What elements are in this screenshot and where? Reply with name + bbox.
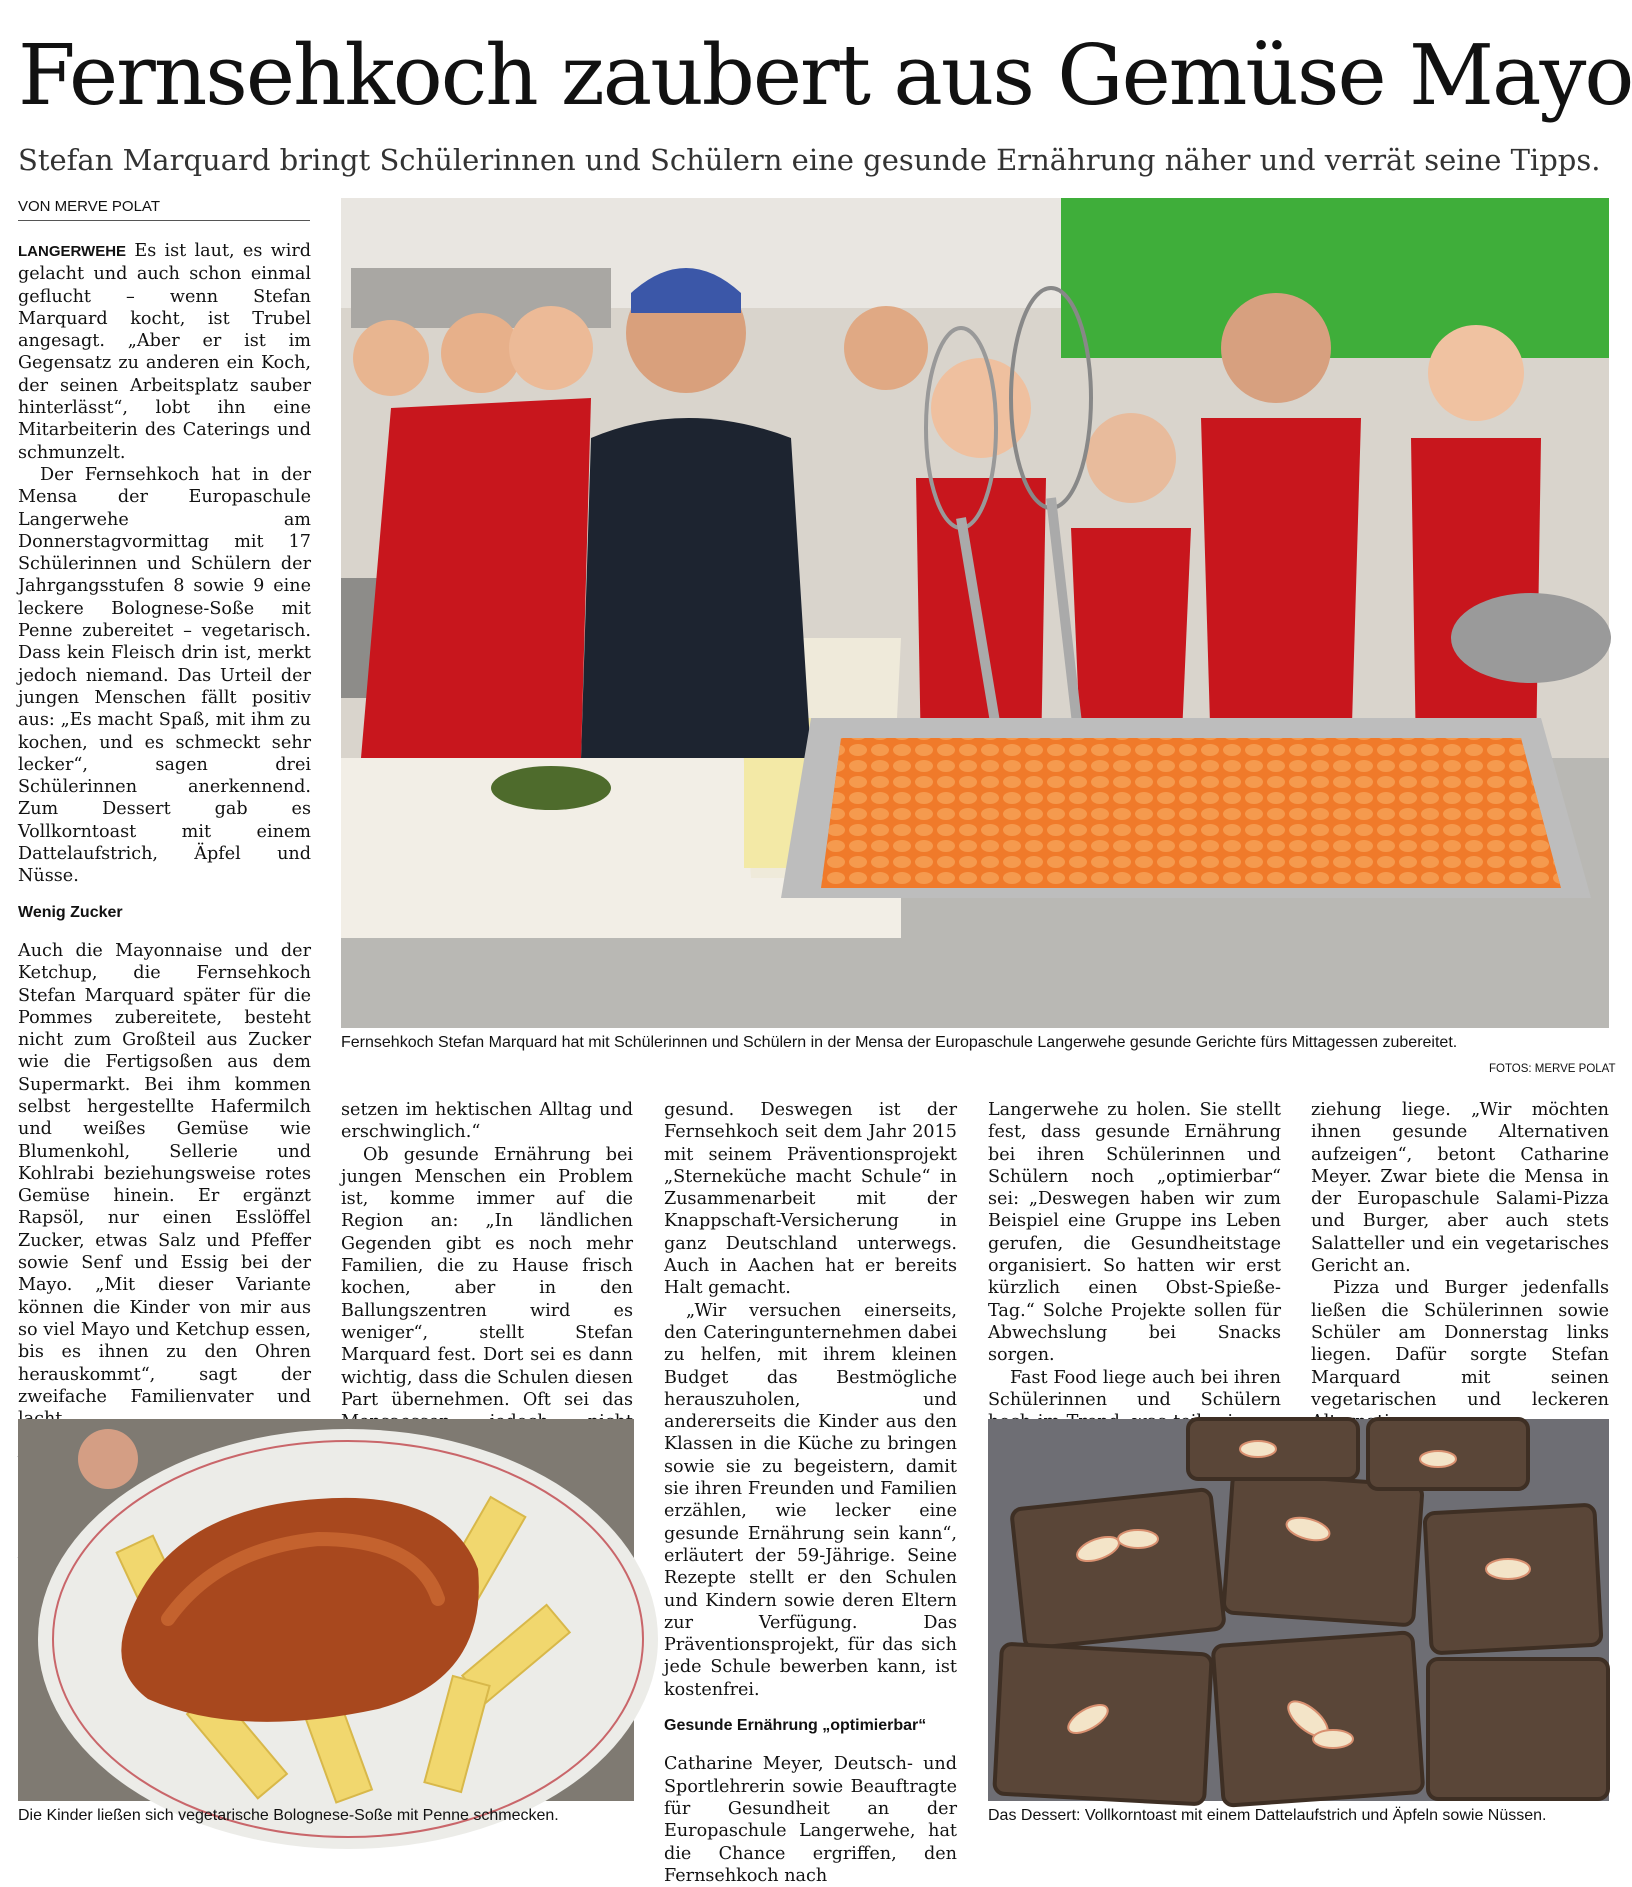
paragraph: Der Fernsehkoch hat in der Mensa der Europaschule Langerwehe am Donnerstagvormittag mit 17 Schülerinnen und Schülern der Jahrgangsstufen 8 sowie 9 eine leckere Bolognese-Soße mit Penne zubereitet – vegetarisch. Dass kein Fleisch drin ist, merkt jedoch niemand. Das Urteil der jungen Menschen fällt positiv aus: „Es macht Spaß, mit ihm zu kochen, und es schmeckt sehr lecker“, sagen drei Schülerinnen anerkennend. Zum Dessert gab es Vollkorntoast mit einem Dattelaufstrich, Äpfel und Nüsse. <box>18 464 311 887</box>
main-photo-caption: Fernsehkoch Stefan Marquard hat mit Schülerinnen und Schülern in der Mensa der Europaschule Langerwehe gesunde Gerichte fürs Mittagessen zubereitet. <box>341 1034 1458 1051</box>
article-column-3 <box>664 1099 957 1886</box>
dessert-photo <box>988 1419 1609 1801</box>
paragraph: setzen im hektischen Alltag und erschwinglich.“ <box>341 1100 633 1143</box>
photo-credit: FOTOS: MERVE POLAT <box>1489 1063 1616 1075</box>
main-photo <box>341 198 1609 1028</box>
paragraph: Langerwehe zu holen. Sie stellt fest, dass gesunde Ernährung bei ihren Schülerinnen und Schülern noch „optimierbar“ sei: „Deswegen haben wir zum Beispiel eine Gruppe ins Leben gerufen, die Gesundheitstage organisiert. So hatten wir erst kürzlich einen Obst-Spieße-Tag.“ Solche Projekte sollen für Abwechslung bei Snacks sorgen. <box>988 1100 1281 1366</box>
paragraph: Auch die Mayonnaise und der Ketchup, die Fernsehkoch Stefan Marquard später für die Pommes zubereitete, besteht nicht zum Großteil aus Zucker wie die Fertigsoßen aus dem Supermarkt. Bei ihm kommen selbst hergestellte Hafermilch und weißes Gemüse wie Blumenkohl, Sellerie und Kohlrabi beziehungsweise rotes Gemüse hinein. Er ergänzt Rapsöl, nur einen Esslöffel Zucker, etwas Salz und Pfeffer sowie Senf und Essig bei der Mayo. „Mit dieser Variante können die Kinder von mir aus so viel Mayo und Ketchup essen, bis es ihnen zu den Ohren herauskommt“, sagt der zweifache Familienvater und <box>18 940 311 1407</box>
article-column-4 <box>988 1099 1281 1410</box>
paragraph: Fast Food liege auch bei ihren Schülerinnen und Schülern <box>988 1367 1281 1410</box>
pasta-photo <box>18 1419 634 1801</box>
article-column-2 <box>341 1099 633 1410</box>
article-column-1 <box>18 240 311 1407</box>
paragraph: gesund. Deswegen ist der Fernsehkoch seit dem Jahr 2015 mit seinem Präventionsprojekt „Sterneküche macht Schule“ in Zusammenarbeit mit der Knappschaft-Versicherung in ganz Deutschland unterwegs. Auch in Aachen hat er bereits Halt gemacht. <box>664 1100 957 1299</box>
paragraph: „Wir versuchen einerseits, den Cateringunternehmen dabei zu helfen, mit ihrem kleinen Budget das Bestmögliche herauszuholen, und andererseits die Kinder aus den Klassen in die Küche zu bringen sowie sie zu begeistern, damit sie ihren Freunden und Familien erzählen, wie lecker eine gesunde Ernährung sein kann“, erläutert der 59-Jährige. Seine Rezepte stellt er den Schulen und Kindern sowie deren Eltern zur Verfügung. Das Präventionsprojekt, für das sich jede Schule bewerben kann, ist kostenfrei. <box>664 1300 957 1700</box>
dessert-photo-caption: Das Dessert: Vollkorntoast mit einem Dattelaufstrich und Äpfeln sowie Nüssen. <box>988 1807 1547 1824</box>
byline: VON MERVE POLAT <box>18 196 310 221</box>
paragraph: ziehung liege. „Wir möchten ihnen gesunde Alternativen aufzeigen“, betont Catharine Meyer. Zwar biete die Mensa in der Europaschule Salami-Pizza und Burger, aber auch stets Salatteller und ein vegetarisches Gericht an. <box>1311 1100 1609 1277</box>
subheading: Wenig Zucker <box>18 903 123 921</box>
paragraph: Catharine Meyer, Deutsch- und Sportlehrerin sowie Beauftragte für Gesundheit an der Europaschule Langerwehe, hat die Chance ergriffen, den Fernsehkoch nach <box>664 1754 957 1886</box>
article-column-5 <box>1311 1099 1609 1410</box>
dateline: LANGERWEHE <box>18 243 127 260</box>
subline: Stefan Marquard bringt Schülerinnen und Schülern eine gesunde Ernährung näher und verrät seine Tipps. <box>18 143 1601 177</box>
lead-paragraph: LANGERWEHE Es ist laut, es wird gelacht und auch schon einmal geflucht – wenn Stefan Marquard kocht, ist Trubel angesagt. „Aber er ist im Gegensatz zu anderen ein Koch, der seinen Arbeitsplatz sauber hinterlässt“, lobt ihn eine Mitarbeiterin des Caterings und schmunzelt. <box>18 241 311 463</box>
subheading: Gesunde Ernährung „optimierbar“ <box>664 1717 927 1735</box>
pasta-photo-caption: Die Kinder ließen sich vegetarische Bolognese-Soße mit Penne schmecken. <box>18 1807 559 1824</box>
headline: Fernsehkoch zaubert aus Gemüse Mayo <box>18 27 1632 124</box>
paragraph: Pizza und Burger jedenfalls ließen die Schülerinnen sowie Schüler am Donnerstag links liegen. Dafür sorgte Stefan Marquard mit seinen vegetarischen und leckeren <box>1311 1278 1609 1410</box>
paragraph: Ob gesunde Ernährung bei jungen Menschen ein Problem ist, komme immer auf die Region an: „In ländlichen Gegenden gibt es noch mehr Familien, die zu Hause frisch kochen, aber in den Ballungszentren wird es weniger“, stellt Stefan Marquard fest. Dort sei es dann wichtig, dass die Schulen diesen Part übernehmen. Oft sei das <box>341 1144 633 1410</box>
